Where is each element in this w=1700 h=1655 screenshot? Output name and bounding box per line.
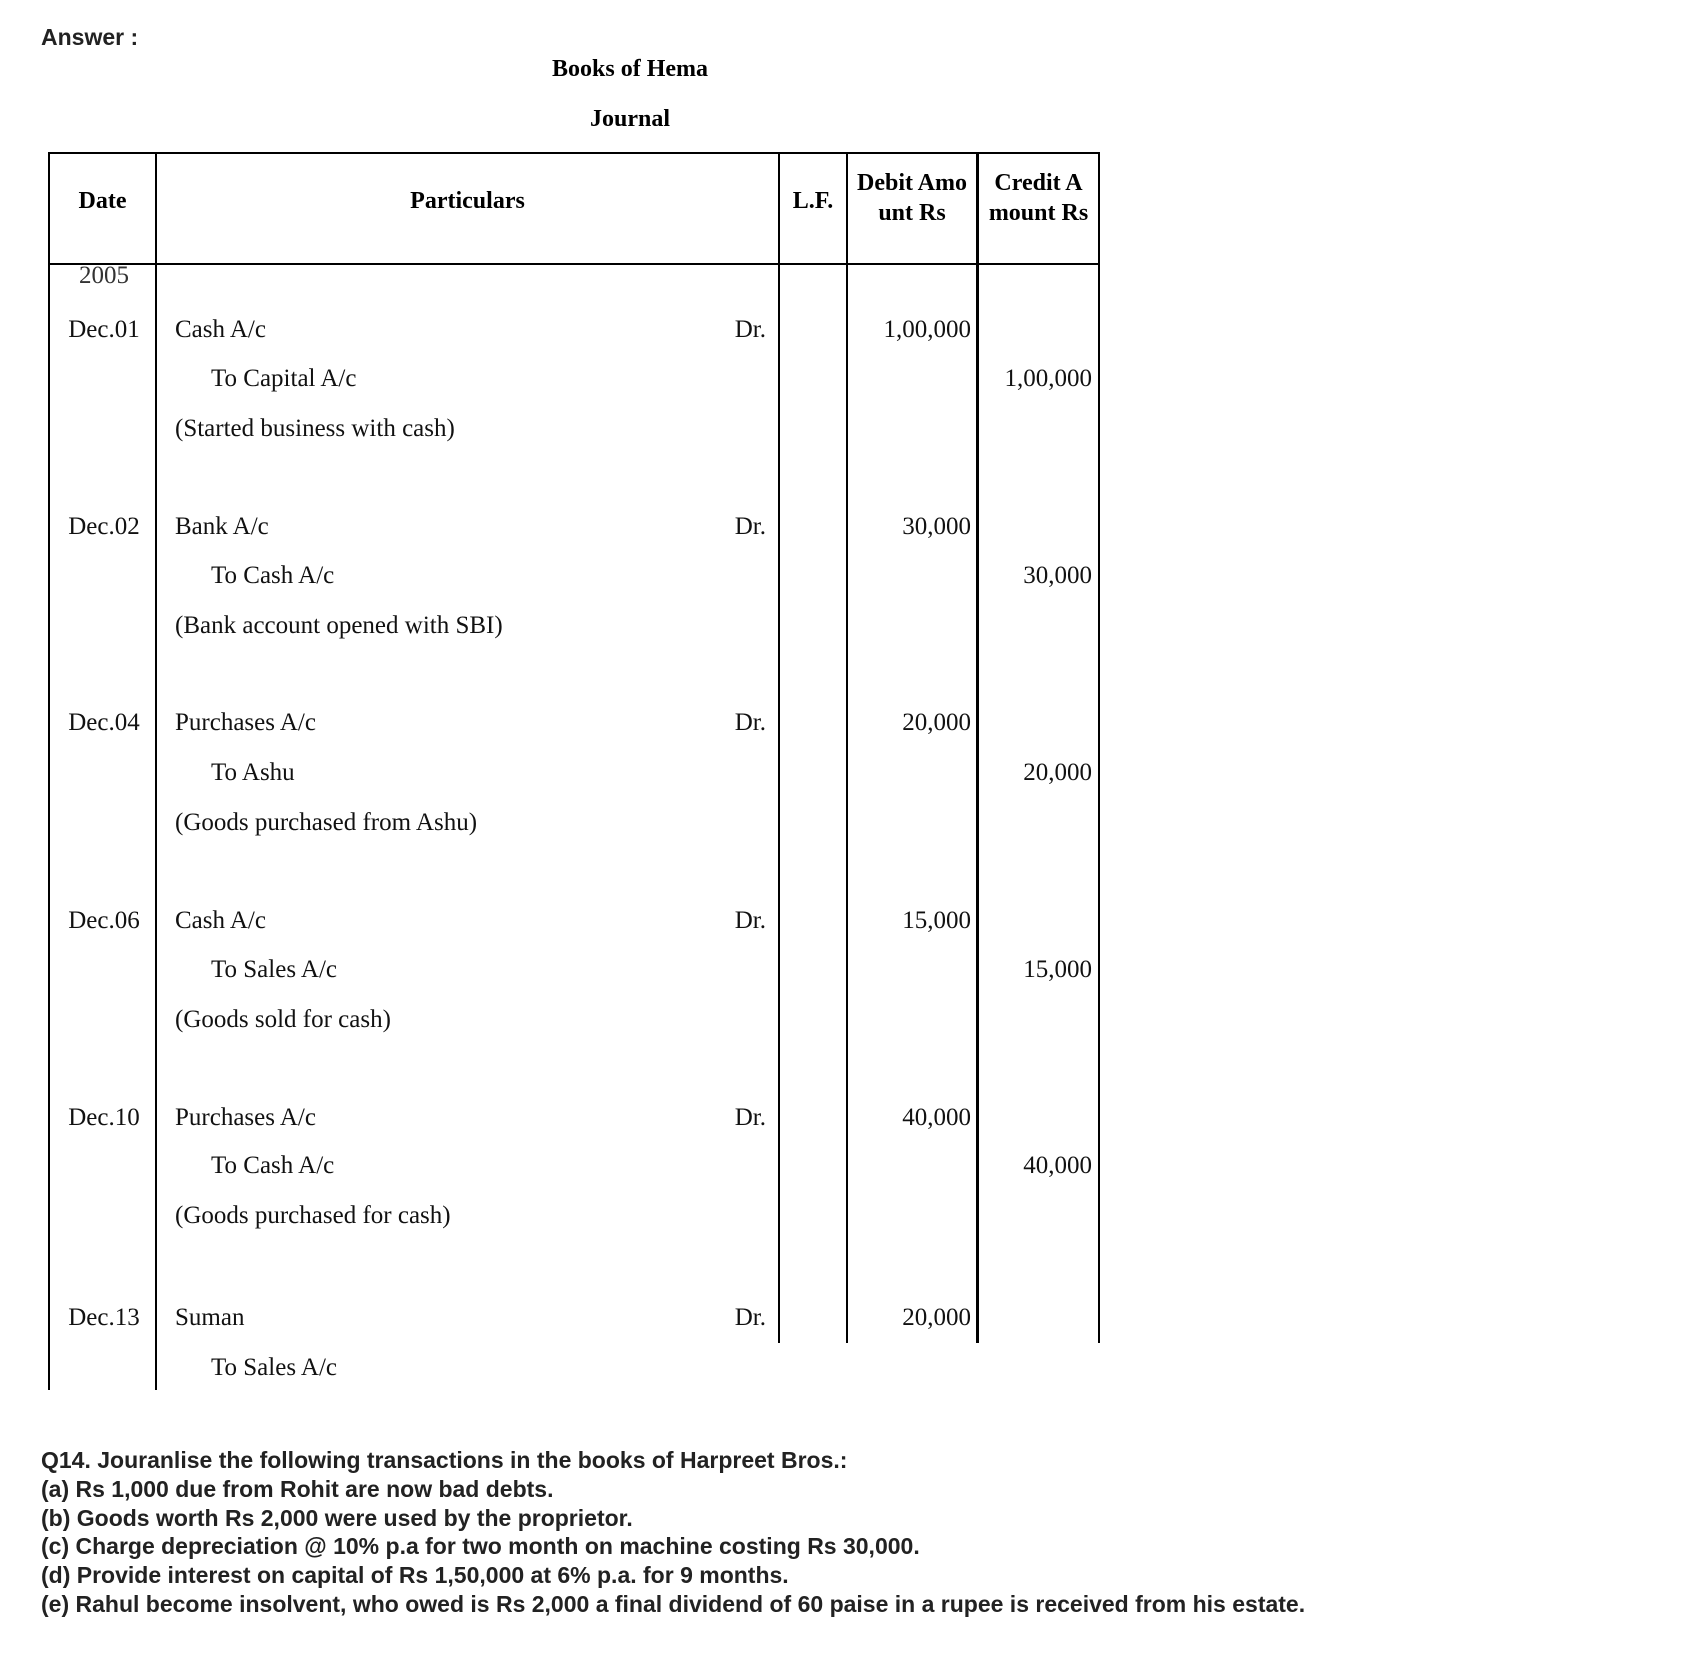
question-item: (e) Rahul become insolvent, who owed is Rs 2,000 a final dividend of 60 paise in a rupee is received from his estate. [41, 1590, 1306, 1617]
entry-date: Dec.02 [68, 513, 140, 540]
question-block [41, 1446, 1305, 1619]
entry-debit-account: Cash A/c [175, 907, 266, 934]
date-column-divider [155, 152, 157, 1390]
journal-title: Journal [589, 106, 670, 132]
header-bottom-border [48, 263, 1100, 265]
entry-narration: (Goods purchased for cash) [175, 1202, 451, 1229]
entry-debit-amount: 20,000 [902, 709, 971, 736]
entry-debit-amount: 1,00,000 [883, 316, 971, 343]
table-top-border [48, 152, 1100, 154]
entry-date: Dec.13 [68, 1304, 140, 1331]
header-credit-line1: Credit A [994, 170, 1083, 196]
credit-column-divider [976, 152, 979, 1343]
entry-credit-account: To Sales A/c [211, 1354, 338, 1381]
entry-credit-amount: 15,000 [1023, 956, 1092, 983]
question-item: (d) Provide interest on capital of Rs 1,50,000 at 6% p.a. for 9 months. [41, 1562, 789, 1589]
entry-dr-marker: Dr. [734, 513, 766, 540]
lf-column-divider [778, 152, 780, 1343]
header-debit-line2: unt Rs [878, 200, 946, 226]
entry-narration: (Goods purchased from Ashu) [175, 809, 478, 836]
answer-label: Answer : [41, 24, 139, 50]
books-title: Books of Hema [552, 56, 708, 82]
entry-credit-account: To Cash A/c [211, 562, 335, 589]
entry-credit-amount: 30,000 [1023, 562, 1092, 589]
entry-date: Dec.01 [68, 316, 140, 343]
entry-dr-marker: Dr. [734, 1304, 766, 1331]
header-credit-line2: mount Rs [988, 200, 1089, 226]
entry-date: Dec.10 [68, 1104, 140, 1131]
entry-debit-amount: 30,000 [902, 513, 971, 540]
entry-credit-account: To Sales A/c [211, 956, 338, 983]
entry-debit-account: Cash A/c [175, 316, 266, 343]
entry-credit-amount: 1,00,000 [1004, 365, 1092, 392]
entry-date: Dec.04 [68, 709, 140, 736]
entry-credit-account: To Cash A/c [211, 1152, 335, 1179]
entry-dr-marker: Dr. [734, 1104, 766, 1131]
entry-narration: (Started business with cash) [175, 415, 455, 442]
debit-column-divider [846, 152, 848, 1343]
question-item: (c) Charge depreciation @ 10% p.a for two month on machine costing Rs 30,000. [41, 1533, 920, 1560]
entry-narration: (Bank account opened with SBI) [175, 612, 503, 639]
entry-debit-amount: 15,000 [902, 907, 971, 934]
entry-debit-account: Purchases A/c [175, 709, 316, 736]
table-right-border [1098, 152, 1100, 1343]
entry-credit-account: To Ashu [211, 759, 295, 786]
header-debit-line1: Debit Amo [857, 170, 967, 196]
entry-date: Dec.06 [68, 907, 140, 934]
entry-debit-account: Suman [175, 1304, 245, 1331]
entry-debit-account: Bank A/c [175, 513, 269, 540]
entry-credit-account: To Capital A/c [211, 365, 357, 392]
entry-dr-marker: Dr. [734, 709, 766, 736]
entry-dr-marker: Dr. [734, 316, 766, 343]
entry-debit-account: Purchases A/c [175, 1104, 316, 1131]
header-particulars: Particulars [410, 188, 525, 214]
entry-credit-amount: 20,000 [1023, 759, 1092, 786]
question-heading: Q14. Jouranlise the following transactions in the books of Harpreet Bros.: [41, 1447, 848, 1473]
entry-dr-marker: Dr. [734, 907, 766, 934]
question-item: (a) Rs 1,000 due from Rohit are now bad debts. [41, 1475, 554, 1502]
entry-debit-amount: 20,000 [902, 1304, 971, 1331]
entry-credit-amount: 40,000 [1023, 1152, 1092, 1179]
entry-narration: (Goods sold for cash) [175, 1006, 391, 1033]
question-item: (b) Goods worth Rs 2,000 were used by the proprietor. [41, 1504, 633, 1531]
header-lf: L.F. [792, 188, 834, 214]
entry-debit-amount: 40,000 [902, 1104, 971, 1131]
header-date: Date [78, 188, 127, 214]
header-debit-amount [848, 168, 976, 228]
year-label: 2005 [79, 262, 129, 289]
table-left-border [48, 152, 50, 1390]
header-credit-amount [979, 168, 1098, 228]
